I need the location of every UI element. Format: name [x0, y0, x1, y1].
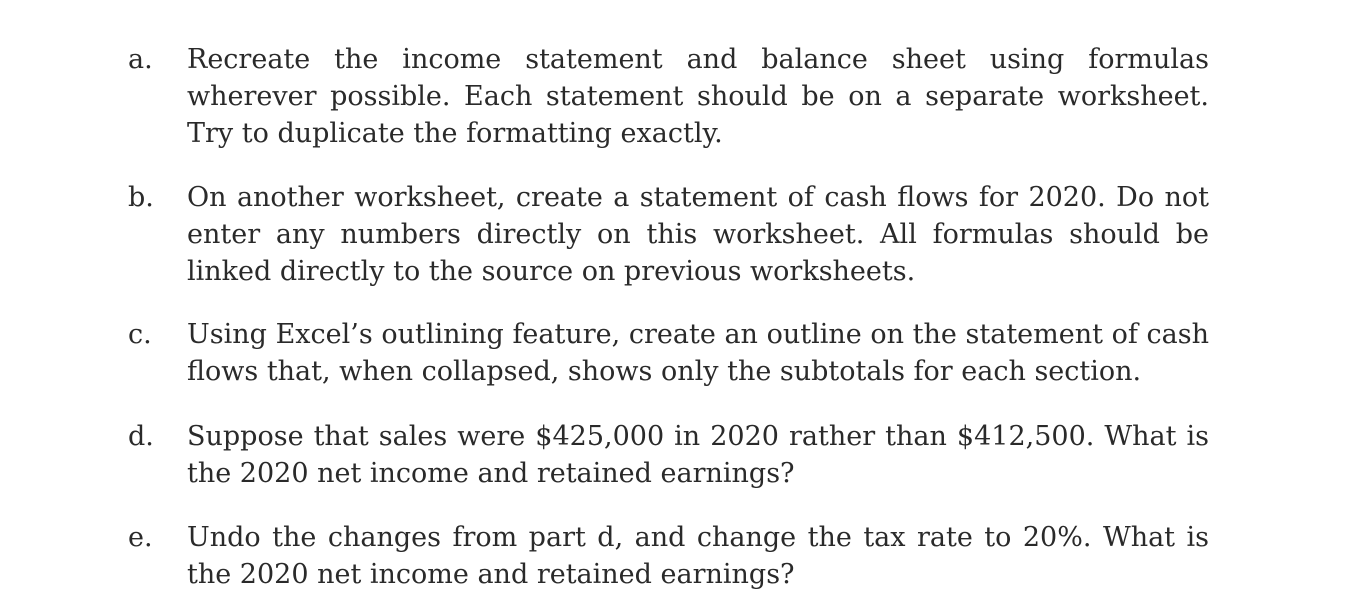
item-letter: e. — [128, 522, 153, 553]
item-letter: c. — [128, 319, 152, 350]
item-text: Using Excel’s outlining feature, create an outline on the statement of cash flows that, when collapsed, shows only the subtotals for each section. — [187, 319, 1209, 387]
item-letter: d. — [128, 421, 154, 452]
item-text: Undo the changes from part d, and change the tax rate to 20%. What is the 2020 net income and retained earnings? — [187, 522, 1209, 590]
item-text: On another worksheet, create a statement of cash flows for 2020. Do not enter any numbers directly on this worksheet. All formulas should be linked directly to the source on previous worksheets. — [187, 182, 1209, 287]
item-text: Recreate the income statement and balance sheet using formulas wherever possible. Each statement should be on a separate worksheet. Try to duplicate the formatting exactly. — [187, 44, 1209, 149]
item-letter: a. — [128, 44, 153, 75]
item-text: Suppose that sales were $425,000 in 2020 rather than $412,500. What is the 2020 net income and retained earnings? — [187, 421, 1209, 489]
item-letter: b. — [128, 182, 154, 213]
